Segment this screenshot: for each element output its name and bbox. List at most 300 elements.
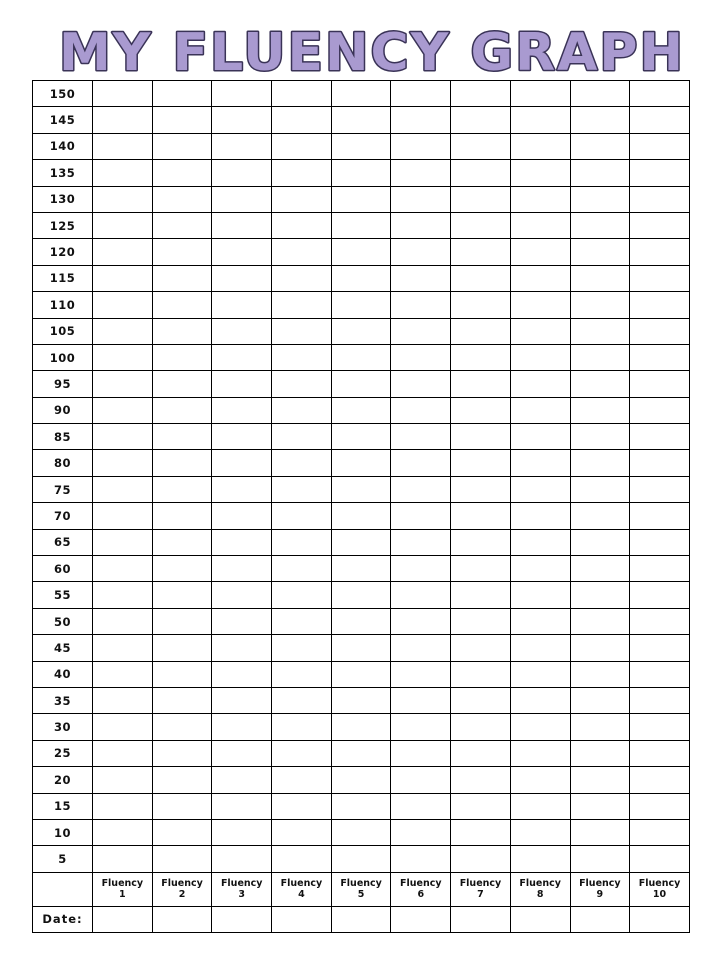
graph-cell[interactable]	[212, 846, 272, 872]
graph-cell[interactable]	[272, 635, 332, 661]
graph-cell[interactable]	[630, 81, 690, 107]
graph-cell[interactable]	[451, 793, 511, 819]
graph-cell[interactable]	[630, 318, 690, 344]
graph-cell[interactable]	[93, 212, 153, 238]
graph-cell[interactable]	[510, 556, 570, 582]
graph-cell[interactable]	[570, 635, 630, 661]
graph-cell[interactable]	[212, 212, 272, 238]
graph-cell[interactable]	[451, 133, 511, 159]
graph-cell[interactable]	[510, 160, 570, 186]
graph-cell[interactable]	[212, 186, 272, 212]
graph-cell[interactable]	[93, 107, 153, 133]
graph-cell[interactable]	[93, 740, 153, 766]
graph-cell[interactable]	[152, 556, 212, 582]
graph-cell[interactable]	[212, 476, 272, 502]
graph-cell[interactable]	[93, 292, 153, 318]
graph-cell[interactable]	[630, 767, 690, 793]
graph-cell[interactable]	[331, 186, 391, 212]
graph-cell[interactable]	[272, 608, 332, 634]
graph-cell[interactable]	[272, 793, 332, 819]
graph-cell[interactable]	[451, 371, 511, 397]
graph-cell[interactable]	[630, 529, 690, 555]
graph-cell[interactable]	[212, 292, 272, 318]
graph-cell[interactable]	[152, 793, 212, 819]
graph-cell[interactable]	[451, 239, 511, 265]
graph-cell[interactable]	[451, 265, 511, 291]
graph-cell[interactable]	[630, 292, 690, 318]
graph-cell[interactable]	[391, 556, 451, 582]
graph-cell[interactable]	[391, 344, 451, 370]
graph-cell[interactable]	[331, 476, 391, 502]
graph-cell[interactable]	[391, 714, 451, 740]
graph-cell[interactable]	[391, 318, 451, 344]
graph-cell[interactable]	[331, 687, 391, 713]
graph-cell[interactable]	[152, 107, 212, 133]
graph-cell[interactable]	[331, 793, 391, 819]
graph-cell[interactable]	[152, 450, 212, 476]
graph-cell[interactable]	[570, 371, 630, 397]
graph-cell[interactable]	[331, 344, 391, 370]
graph-cell[interactable]	[152, 318, 212, 344]
graph-cell[interactable]	[272, 819, 332, 845]
graph-cell[interactable]	[451, 846, 511, 872]
graph-cell[interactable]	[630, 846, 690, 872]
graph-cell[interactable]	[93, 344, 153, 370]
graph-cell[interactable]	[93, 371, 153, 397]
graph-cell[interactable]	[510, 740, 570, 766]
graph-cell[interactable]	[331, 556, 391, 582]
graph-cell[interactable]	[212, 371, 272, 397]
graph-cell[interactable]	[272, 846, 332, 872]
graph-cell[interactable]	[570, 529, 630, 555]
graph-cell[interactable]	[630, 582, 690, 608]
graph-cell[interactable]	[510, 186, 570, 212]
graph-cell[interactable]	[570, 239, 630, 265]
graph-cell[interactable]	[93, 661, 153, 687]
graph-cell[interactable]	[93, 846, 153, 872]
graph-cell[interactable]	[93, 608, 153, 634]
graph-cell[interactable]	[212, 397, 272, 423]
graph-cell[interactable]	[510, 661, 570, 687]
graph-cell[interactable]	[510, 450, 570, 476]
graph-cell[interactable]	[331, 767, 391, 793]
date-cell[interactable]	[391, 906, 451, 932]
graph-cell[interactable]	[272, 556, 332, 582]
graph-cell[interactable]	[510, 608, 570, 634]
graph-cell[interactable]	[510, 212, 570, 238]
graph-cell[interactable]	[570, 160, 630, 186]
graph-cell[interactable]	[451, 740, 511, 766]
graph-cell[interactable]	[212, 767, 272, 793]
graph-cell[interactable]	[272, 661, 332, 687]
graph-cell[interactable]	[152, 371, 212, 397]
graph-cell[interactable]	[510, 424, 570, 450]
graph-cell[interactable]	[212, 81, 272, 107]
graph-cell[interactable]	[630, 635, 690, 661]
graph-cell[interactable]	[272, 239, 332, 265]
graph-cell[interactable]	[630, 239, 690, 265]
graph-cell[interactable]	[391, 582, 451, 608]
graph-cell[interactable]	[212, 450, 272, 476]
graph-cell[interactable]	[93, 450, 153, 476]
graph-cell[interactable]	[630, 793, 690, 819]
date-cell[interactable]	[272, 906, 332, 932]
graph-cell[interactable]	[152, 714, 212, 740]
date-cell[interactable]	[152, 906, 212, 932]
graph-cell[interactable]	[93, 714, 153, 740]
graph-cell[interactable]	[152, 239, 212, 265]
graph-cell[interactable]	[152, 582, 212, 608]
graph-cell[interactable]	[93, 81, 153, 107]
graph-cell[interactable]	[152, 424, 212, 450]
graph-cell[interactable]	[93, 160, 153, 186]
graph-cell[interactable]	[451, 767, 511, 793]
graph-cell[interactable]	[272, 212, 332, 238]
graph-cell[interactable]	[272, 740, 332, 766]
graph-cell[interactable]	[331, 635, 391, 661]
graph-cell[interactable]	[570, 793, 630, 819]
graph-cell[interactable]	[331, 371, 391, 397]
date-cell[interactable]	[451, 906, 511, 932]
graph-cell[interactable]	[391, 476, 451, 502]
graph-cell[interactable]	[391, 819, 451, 845]
graph-cell[interactable]	[570, 714, 630, 740]
graph-cell[interactable]	[272, 133, 332, 159]
graph-cell[interactable]	[152, 767, 212, 793]
graph-cell[interactable]	[630, 556, 690, 582]
graph-cell[interactable]	[331, 582, 391, 608]
graph-cell[interactable]	[391, 397, 451, 423]
graph-cell[interactable]	[272, 265, 332, 291]
graph-cell[interactable]	[391, 767, 451, 793]
graph-cell[interactable]	[272, 397, 332, 423]
graph-cell[interactable]	[391, 239, 451, 265]
graph-cell[interactable]	[630, 344, 690, 370]
graph-cell[interactable]	[630, 133, 690, 159]
graph-cell[interactable]	[451, 450, 511, 476]
graph-cell[interactable]	[331, 81, 391, 107]
graph-cell[interactable]	[510, 529, 570, 555]
graph-cell[interactable]	[212, 160, 272, 186]
graph-cell[interactable]	[93, 767, 153, 793]
graph-cell[interactable]	[570, 503, 630, 529]
graph-cell[interactable]	[152, 740, 212, 766]
graph-cell[interactable]	[510, 687, 570, 713]
graph-cell[interactable]	[451, 476, 511, 502]
graph-cell[interactable]	[570, 397, 630, 423]
graph-cell[interactable]	[451, 556, 511, 582]
date-cell[interactable]	[630, 906, 690, 932]
date-cell[interactable]	[570, 906, 630, 932]
graph-cell[interactable]	[570, 608, 630, 634]
graph-cell[interactable]	[391, 160, 451, 186]
graph-cell[interactable]	[212, 424, 272, 450]
graph-cell[interactable]	[272, 450, 332, 476]
graph-cell[interactable]	[331, 608, 391, 634]
graph-cell[interactable]	[331, 265, 391, 291]
graph-cell[interactable]	[391, 371, 451, 397]
graph-cell[interactable]	[570, 212, 630, 238]
graph-cell[interactable]	[630, 687, 690, 713]
graph-cell[interactable]	[391, 265, 451, 291]
graph-cell[interactable]	[391, 740, 451, 766]
graph-cell[interactable]	[391, 212, 451, 238]
graph-cell[interactable]	[391, 635, 451, 661]
graph-cell[interactable]	[570, 107, 630, 133]
graph-cell[interactable]	[451, 714, 511, 740]
graph-cell[interactable]	[331, 661, 391, 687]
graph-cell[interactable]	[331, 503, 391, 529]
graph-cell[interactable]	[331, 239, 391, 265]
graph-cell[interactable]	[570, 767, 630, 793]
graph-cell[interactable]	[93, 397, 153, 423]
graph-cell[interactable]	[272, 529, 332, 555]
graph-cell[interactable]	[510, 793, 570, 819]
graph-cell[interactable]	[451, 160, 511, 186]
graph-cell[interactable]	[272, 714, 332, 740]
graph-cell[interactable]	[272, 476, 332, 502]
graph-cell[interactable]	[152, 608, 212, 634]
graph-cell[interactable]	[331, 107, 391, 133]
graph-cell[interactable]	[331, 292, 391, 318]
graph-cell[interactable]	[630, 450, 690, 476]
graph-cell[interactable]	[391, 661, 451, 687]
graph-cell[interactable]	[630, 186, 690, 212]
graph-cell[interactable]	[510, 81, 570, 107]
graph-cell[interactable]	[391, 81, 451, 107]
graph-cell[interactable]	[630, 661, 690, 687]
graph-cell[interactable]	[570, 133, 630, 159]
graph-cell[interactable]	[152, 476, 212, 502]
graph-cell[interactable]	[93, 582, 153, 608]
graph-cell[interactable]	[212, 344, 272, 370]
graph-cell[interactable]	[391, 687, 451, 713]
graph-cell[interactable]	[451, 318, 511, 344]
graph-cell[interactable]	[570, 318, 630, 344]
graph-cell[interactable]	[391, 424, 451, 450]
graph-cell[interactable]	[570, 424, 630, 450]
graph-cell[interactable]	[272, 687, 332, 713]
graph-cell[interactable]	[391, 292, 451, 318]
graph-cell[interactable]	[152, 160, 212, 186]
graph-cell[interactable]	[152, 81, 212, 107]
graph-cell[interactable]	[510, 371, 570, 397]
graph-cell[interactable]	[152, 687, 212, 713]
graph-cell[interactable]	[212, 635, 272, 661]
graph-cell[interactable]	[152, 635, 212, 661]
graph-cell[interactable]	[570, 740, 630, 766]
graph-cell[interactable]	[212, 529, 272, 555]
graph-cell[interactable]	[331, 212, 391, 238]
date-cell[interactable]	[93, 906, 153, 932]
graph-cell[interactable]	[391, 608, 451, 634]
graph-cell[interactable]	[630, 476, 690, 502]
graph-cell[interactable]	[570, 819, 630, 845]
graph-cell[interactable]	[331, 529, 391, 555]
graph-cell[interactable]	[630, 397, 690, 423]
graph-cell[interactable]	[152, 819, 212, 845]
graph-cell[interactable]	[272, 371, 332, 397]
graph-cell[interactable]	[212, 503, 272, 529]
graph-cell[interactable]	[331, 397, 391, 423]
graph-cell[interactable]	[570, 186, 630, 212]
graph-cell[interactable]	[152, 529, 212, 555]
graph-cell[interactable]	[391, 529, 451, 555]
graph-cell[interactable]	[391, 107, 451, 133]
graph-cell[interactable]	[272, 503, 332, 529]
graph-cell[interactable]	[93, 529, 153, 555]
graph-cell[interactable]	[630, 819, 690, 845]
graph-cell[interactable]	[451, 424, 511, 450]
graph-cell[interactable]	[451, 397, 511, 423]
graph-cell[interactable]	[451, 186, 511, 212]
graph-cell[interactable]	[93, 424, 153, 450]
graph-cell[interactable]	[451, 292, 511, 318]
graph-cell[interactable]	[451, 529, 511, 555]
graph-cell[interactable]	[570, 582, 630, 608]
graph-cell[interactable]	[510, 397, 570, 423]
graph-cell[interactable]	[451, 107, 511, 133]
graph-cell[interactable]	[212, 239, 272, 265]
graph-cell[interactable]	[152, 503, 212, 529]
graph-cell[interactable]	[451, 81, 511, 107]
graph-cell[interactable]	[630, 608, 690, 634]
graph-cell[interactable]	[152, 846, 212, 872]
graph-cell[interactable]	[391, 793, 451, 819]
graph-cell[interactable]	[391, 846, 451, 872]
graph-cell[interactable]	[630, 714, 690, 740]
graph-cell[interactable]	[272, 292, 332, 318]
graph-cell[interactable]	[272, 107, 332, 133]
graph-cell[interactable]	[570, 81, 630, 107]
graph-cell[interactable]	[570, 292, 630, 318]
graph-cell[interactable]	[391, 133, 451, 159]
graph-cell[interactable]	[570, 344, 630, 370]
graph-cell[interactable]	[212, 265, 272, 291]
graph-cell[interactable]	[331, 318, 391, 344]
graph-cell[interactable]	[630, 107, 690, 133]
graph-cell[interactable]	[212, 714, 272, 740]
graph-cell[interactable]	[570, 556, 630, 582]
graph-cell[interactable]	[152, 397, 212, 423]
graph-cell[interactable]	[510, 503, 570, 529]
graph-cell[interactable]	[510, 819, 570, 845]
graph-cell[interactable]	[510, 767, 570, 793]
graph-cell[interactable]	[331, 846, 391, 872]
graph-cell[interactable]	[152, 292, 212, 318]
graph-cell[interactable]	[510, 635, 570, 661]
graph-cell[interactable]	[93, 239, 153, 265]
graph-cell[interactable]	[93, 556, 153, 582]
graph-cell[interactable]	[391, 186, 451, 212]
graph-cell[interactable]	[570, 450, 630, 476]
graph-cell[interactable]	[272, 160, 332, 186]
graph-cell[interactable]	[93, 503, 153, 529]
graph-cell[interactable]	[93, 133, 153, 159]
graph-cell[interactable]	[510, 846, 570, 872]
graph-cell[interactable]	[331, 160, 391, 186]
graph-cell[interactable]	[272, 318, 332, 344]
graph-cell[interactable]	[152, 212, 212, 238]
graph-cell[interactable]	[93, 186, 153, 212]
graph-cell[interactable]	[451, 582, 511, 608]
graph-cell[interactable]	[510, 265, 570, 291]
graph-cell[interactable]	[212, 819, 272, 845]
graph-cell[interactable]	[212, 582, 272, 608]
graph-cell[interactable]	[212, 556, 272, 582]
date-cell[interactable]	[212, 906, 272, 932]
graph-cell[interactable]	[451, 503, 511, 529]
graph-cell[interactable]	[331, 740, 391, 766]
graph-cell[interactable]	[510, 582, 570, 608]
graph-cell[interactable]	[391, 450, 451, 476]
graph-cell[interactable]	[570, 476, 630, 502]
graph-cell[interactable]	[570, 265, 630, 291]
graph-cell[interactable]	[272, 344, 332, 370]
graph-cell[interactable]	[451, 212, 511, 238]
graph-cell[interactable]	[331, 424, 391, 450]
graph-cell[interactable]	[510, 714, 570, 740]
graph-cell[interactable]	[212, 107, 272, 133]
graph-cell[interactable]	[93, 793, 153, 819]
graph-cell[interactable]	[451, 819, 511, 845]
graph-cell[interactable]	[451, 687, 511, 713]
graph-cell[interactable]	[272, 186, 332, 212]
graph-cell[interactable]	[570, 846, 630, 872]
graph-cell[interactable]	[212, 740, 272, 766]
graph-cell[interactable]	[331, 819, 391, 845]
date-cell[interactable]	[510, 906, 570, 932]
graph-cell[interactable]	[570, 687, 630, 713]
graph-cell[interactable]	[510, 344, 570, 370]
graph-cell[interactable]	[272, 582, 332, 608]
graph-cell[interactable]	[93, 265, 153, 291]
graph-cell[interactable]	[630, 424, 690, 450]
graph-cell[interactable]	[510, 133, 570, 159]
graph-cell[interactable]	[152, 265, 212, 291]
graph-cell[interactable]	[212, 687, 272, 713]
graph-cell[interactable]	[152, 344, 212, 370]
graph-cell[interactable]	[93, 687, 153, 713]
graph-cell[interactable]	[272, 767, 332, 793]
graph-cell[interactable]	[630, 160, 690, 186]
graph-cell[interactable]	[510, 239, 570, 265]
graph-cell[interactable]	[212, 608, 272, 634]
graph-cell[interactable]	[331, 714, 391, 740]
graph-cell[interactable]	[212, 793, 272, 819]
graph-cell[interactable]	[451, 635, 511, 661]
graph-cell[interactable]	[510, 292, 570, 318]
graph-cell[interactable]	[212, 661, 272, 687]
graph-cell[interactable]	[93, 476, 153, 502]
graph-cell[interactable]	[272, 424, 332, 450]
graph-cell[interactable]	[630, 371, 690, 397]
graph-cell[interactable]	[630, 503, 690, 529]
graph-cell[interactable]	[510, 318, 570, 344]
graph-cell[interactable]	[630, 212, 690, 238]
graph-cell[interactable]	[510, 107, 570, 133]
date-cell[interactable]	[331, 906, 391, 932]
graph-cell[interactable]	[93, 318, 153, 344]
graph-cell[interactable]	[451, 661, 511, 687]
graph-cell[interactable]	[152, 133, 212, 159]
graph-cell[interactable]	[152, 186, 212, 212]
graph-cell[interactable]	[212, 133, 272, 159]
graph-cell[interactable]	[630, 740, 690, 766]
graph-cell[interactable]	[331, 450, 391, 476]
graph-cell[interactable]	[570, 661, 630, 687]
graph-cell[interactable]	[510, 476, 570, 502]
